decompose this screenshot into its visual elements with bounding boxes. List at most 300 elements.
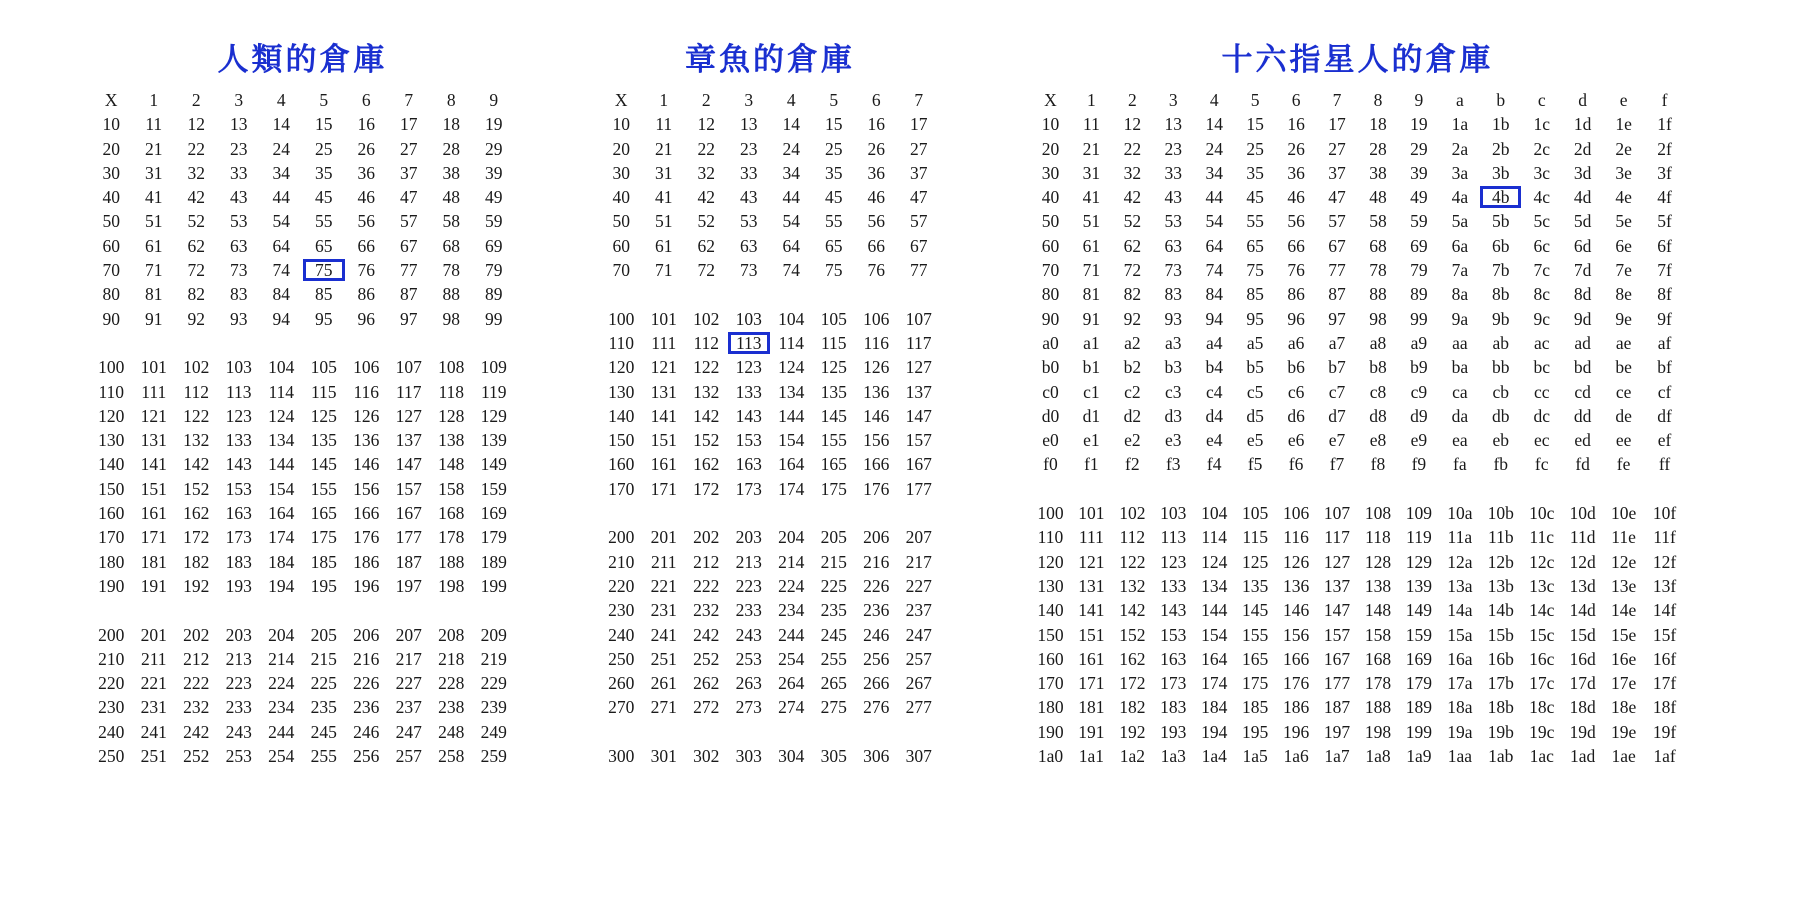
number-row	[1030, 307, 1685, 331]
number-cell: 18a	[1447, 697, 1473, 718]
number-cell: 14a	[1447, 600, 1473, 621]
number-cell: aa	[1452, 332, 1468, 353]
number-cell: b8	[1369, 357, 1387, 378]
number-cell: 3d	[1573, 162, 1592, 183]
number-cell: b9	[1410, 357, 1428, 378]
number-cell: 117	[905, 332, 932, 353]
number-cell: 216	[863, 551, 890, 572]
number-cell: 23	[230, 138, 248, 159]
number-cell: 72	[187, 260, 205, 281]
number-cell: 14f	[1652, 600, 1677, 621]
number-cell: 7	[1332, 90, 1342, 110]
number-cell: 63	[740, 235, 758, 256]
number-cell: 227	[395, 673, 422, 694]
number-cell: 80	[102, 284, 120, 305]
number-row	[90, 88, 515, 112]
number-cell: 1a4	[1201, 746, 1227, 767]
number-row	[90, 695, 515, 719]
number-cell: 261	[650, 673, 677, 694]
number-cell: 16	[867, 114, 885, 135]
number-cell: 20	[612, 138, 630, 159]
number-row	[90, 404, 515, 428]
number-cell: 191	[1078, 721, 1105, 742]
number-cell: 123	[735, 357, 762, 378]
block-gap	[600, 501, 940, 525]
number-cell: 99	[485, 308, 503, 329]
number-cell: 17e	[1610, 673, 1637, 694]
number-cell: 235	[820, 600, 847, 621]
number-cell: 77	[1328, 260, 1346, 281]
number-cell: 11	[1082, 114, 1100, 135]
number-cell: 36	[867, 162, 885, 183]
number-cell: c	[1537, 90, 1546, 110]
number-cell: 302	[693, 746, 720, 767]
number-cell: 213	[225, 648, 252, 669]
number-cell: 13a	[1447, 575, 1473, 596]
number-cell: 18e	[1610, 697, 1637, 718]
number-cell: 4	[1209, 90, 1219, 110]
number-cell: 120	[1037, 551, 1064, 572]
number-cell: 103	[735, 308, 762, 329]
number-cell: 222	[693, 575, 720, 596]
number-cell: f2	[1125, 454, 1140, 475]
number-cell: 305	[820, 746, 847, 767]
number-cell: 192	[183, 575, 210, 596]
number-cell: 277	[905, 697, 932, 718]
number-cell: 236	[863, 600, 890, 621]
number-cell: 194	[268, 575, 295, 596]
number-cell: 250	[608, 648, 635, 669]
number-cell: 16b	[1487, 648, 1514, 669]
number-cell: 22	[697, 138, 715, 159]
number-cell: f6	[1288, 454, 1304, 475]
panel-title: 十六指星人的倉庫	[1221, 42, 1494, 78]
number-cell: 2	[701, 90, 711, 110]
number-cell: 170	[98, 527, 125, 548]
number-cell: 41	[145, 187, 163, 208]
number-row	[600, 112, 940, 136]
number-cell: fd	[1575, 454, 1590, 475]
number-cell: 177	[1323, 673, 1351, 694]
number-cell: 104	[778, 308, 805, 329]
number-row	[1030, 695, 1685, 719]
number-cell: 97	[1328, 308, 1346, 329]
number-cell: ae	[1615, 332, 1632, 353]
number-cell: 36	[357, 162, 375, 183]
number-cell: 227	[905, 575, 932, 596]
number-cell: 10e	[1610, 503, 1637, 524]
number-cell: 18	[1369, 114, 1387, 135]
number-cell: 89	[1410, 284, 1428, 305]
number-cell: 8e	[1615, 284, 1632, 305]
number-cell: 252	[693, 648, 720, 669]
number-cell: e2	[1124, 430, 1141, 451]
number-cell: 125	[1242, 551, 1269, 572]
number-cell: 21	[145, 138, 163, 159]
number-cell: 9	[489, 90, 499, 110]
number-cell: 48	[442, 187, 460, 208]
number-cell: 223	[735, 575, 762, 596]
number-cell: 45	[1246, 187, 1264, 208]
number-cell: 146	[863, 405, 890, 426]
number-cell: 16e	[1610, 648, 1637, 669]
number-cell: 18f	[1652, 697, 1677, 718]
number-cell: 307	[905, 746, 932, 767]
number-cell: 13b	[1487, 575, 1514, 596]
number-cell: 1a1	[1078, 746, 1105, 767]
number-cell: 103	[225, 357, 252, 378]
number-cell: 200	[98, 624, 125, 645]
number-cell: dd	[1573, 405, 1592, 426]
number-cell: eb	[1492, 430, 1510, 451]
number-cell: 123	[1160, 551, 1187, 572]
number-cell: 137	[395, 430, 422, 451]
number-cell: cc	[1533, 381, 1550, 402]
number-cell: 163	[1160, 648, 1187, 669]
number-cell: 136	[1282, 575, 1310, 596]
number-cell: 63	[1164, 235, 1183, 256]
number-cell: 193	[225, 575, 252, 596]
number-cell: 42	[697, 187, 715, 208]
number-cell: 106	[1282, 503, 1310, 524]
number-cell: 2d	[1573, 138, 1592, 159]
number-cell: 17	[1328, 114, 1346, 135]
number-cell: 243	[735, 624, 762, 645]
number-cell: 180	[98, 551, 125, 572]
number-cell: 11e	[1611, 527, 1636, 548]
number-cell: 1ae	[1611, 746, 1636, 767]
number-cell: 246	[353, 721, 380, 742]
number-cell: 13c	[1529, 575, 1555, 596]
number-cell: 14b	[1487, 600, 1514, 621]
number-cell: 113	[1160, 527, 1187, 548]
number-cell: 47	[400, 187, 418, 208]
number-cell: 174	[1201, 673, 1228, 694]
number-cell: 251	[650, 648, 677, 669]
number-cell: 137	[905, 381, 932, 402]
number-cell: 56	[867, 211, 885, 232]
number-cell: 185	[310, 551, 337, 572]
number-cell: 3	[744, 90, 754, 110]
number-cell: 167	[905, 454, 932, 475]
number-cell: 162	[1119, 648, 1146, 669]
number-cell: b0	[1041, 357, 1060, 378]
number-cell: 144	[778, 405, 805, 426]
number-cell: 21	[1082, 138, 1101, 159]
number-cell: 245	[310, 721, 337, 742]
number-cell: 5	[319, 90, 329, 110]
number-cell: 134	[778, 381, 805, 402]
number-cell: 192	[1119, 721, 1146, 742]
number-cell: 136	[863, 381, 890, 402]
number-cell: 141	[650, 405, 677, 426]
number-cell: 3	[1168, 90, 1178, 110]
number-cell: 15c	[1529, 624, 1555, 645]
number-cell: 230	[608, 600, 635, 621]
number-cell: 129	[480, 405, 507, 426]
number-cell: 78	[1369, 260, 1387, 281]
number-cell: 148	[438, 454, 465, 475]
number-cell: 60	[1041, 235, 1060, 256]
number-cell: 11d	[1569, 527, 1596, 548]
number-cell: 139	[1405, 575, 1433, 596]
number-cell: 140	[1037, 600, 1064, 621]
number-cell: 207	[395, 624, 422, 645]
number-cell: 229	[480, 673, 507, 694]
number-cell: 10f	[1652, 503, 1677, 524]
number-cell: 35	[315, 162, 333, 183]
number-cell: 57	[400, 211, 418, 232]
number-cell: 13e	[1610, 575, 1637, 596]
number-cell: 15f	[1652, 624, 1677, 645]
number-cell: 1f	[1657, 114, 1672, 135]
number-cell: 105	[310, 357, 337, 378]
number-cell: 111	[1078, 527, 1104, 548]
number-cell: 147	[395, 454, 422, 475]
number-cell: 8	[446, 90, 456, 110]
number-cell: 194	[1201, 721, 1228, 742]
number-cell: df	[1657, 405, 1672, 426]
number-cell: 81	[145, 284, 163, 305]
number-cell: 76	[357, 260, 375, 281]
number-cell: 116	[1283, 527, 1309, 548]
number-cell: 239	[480, 697, 507, 718]
number-cell: e0	[1042, 430, 1059, 451]
number-row	[90, 112, 515, 136]
number-cell: 124	[268, 405, 295, 426]
number-cell: 5d	[1573, 211, 1592, 232]
number-cell: 143	[225, 454, 252, 475]
number-cell: f	[1661, 90, 1668, 110]
number-cell: 210	[608, 551, 635, 572]
number-cell: 133	[1160, 575, 1187, 596]
number-cell: 12f	[1652, 551, 1677, 572]
number-cell: 220	[608, 575, 635, 596]
number-row	[600, 671, 940, 695]
number-cell: 74	[272, 260, 290, 281]
number-row	[1030, 355, 1685, 379]
number-cell: 173	[1160, 673, 1187, 694]
number-cell: 232	[183, 697, 210, 718]
number-cell: 65	[1246, 235, 1264, 256]
number-cell: 108	[1364, 503, 1392, 524]
number-cell: 109	[480, 357, 507, 378]
number-cell: 209	[480, 624, 507, 645]
number-cell: fa	[1453, 454, 1467, 475]
number-cell: 170	[608, 478, 635, 499]
number-cell: 29	[485, 138, 503, 159]
number-cell: 110	[1037, 527, 1064, 548]
number-cell: 138	[438, 430, 465, 451]
number-cell: 14	[1205, 114, 1223, 135]
number-cell: 155	[1242, 624, 1269, 645]
number-cell: 17	[910, 114, 928, 135]
number-cell: 193	[1160, 721, 1187, 742]
number-cell: 46	[867, 187, 885, 208]
number-cell: db	[1492, 405, 1510, 426]
number-cell: 255	[820, 648, 847, 669]
number-cell: 244	[778, 624, 805, 645]
number-cell: 15	[315, 114, 333, 135]
number-cell: 13f	[1652, 575, 1677, 596]
number-cell: 132	[183, 430, 210, 451]
number-cell: 86	[1287, 284, 1305, 305]
number-cell: 31	[655, 162, 673, 183]
number-row	[1030, 598, 1685, 622]
number-row	[600, 307, 940, 331]
number-cell: 222	[183, 673, 210, 694]
number-cell: 82	[187, 284, 205, 305]
number-cell: 162	[183, 503, 210, 524]
number-cell: 50	[1041, 211, 1060, 232]
number-cell: 52	[1123, 211, 1142, 232]
number-cell: 259	[480, 746, 507, 767]
number-cell: 125	[310, 405, 337, 426]
number-cell: 179	[480, 527, 507, 548]
number-cell: 76	[1287, 260, 1305, 281]
number-cell: be	[1615, 357, 1632, 378]
number-cell: 273	[735, 697, 762, 718]
number-cell: 185	[1242, 697, 1269, 718]
number-cell: 191	[140, 575, 167, 596]
number-cell: 2	[191, 90, 201, 110]
number-cell: 95	[1246, 308, 1264, 329]
number-cell: 161	[1078, 648, 1105, 669]
number-cell: 244	[268, 721, 295, 742]
number-cell: 7c	[1533, 260, 1550, 281]
number-cell: 152	[1119, 624, 1146, 645]
number-cell: 218	[438, 648, 465, 669]
number-cell: 19b	[1487, 721, 1514, 742]
number-cell: 230	[98, 697, 125, 718]
number-cell: 4e	[1615, 187, 1632, 208]
number-cell: 154	[778, 430, 805, 451]
number-cell: ca	[1452, 381, 1468, 402]
number-cell: d6	[1287, 405, 1305, 426]
number-cell: 100	[608, 308, 635, 329]
number-row	[1030, 137, 1685, 161]
number-cell: 220	[98, 673, 125, 694]
number-cell: 2b	[1492, 138, 1510, 159]
number-cell: 57	[910, 211, 928, 232]
number-cell: 5e	[1615, 211, 1632, 232]
number-cell: 134	[1201, 575, 1228, 596]
number-cell: 115	[310, 381, 337, 402]
number-cell: 49	[1410, 187, 1428, 208]
number-cell: 180	[1037, 697, 1064, 718]
number-cell: 1ab	[1488, 746, 1514, 767]
number-cell: 205	[820, 527, 847, 548]
number-row	[1030, 452, 1685, 476]
number-cell: 119	[480, 381, 507, 402]
number-cell: 13	[230, 114, 248, 135]
number-cell: 3	[234, 90, 244, 110]
number-cell: 214	[268, 648, 295, 669]
number-cell: 158	[438, 478, 465, 499]
number-cell: 138	[1364, 575, 1392, 596]
number-cell: 214	[778, 551, 805, 572]
number-cell: 1	[149, 90, 159, 110]
number-row	[90, 452, 515, 476]
number-cell: 130	[1037, 575, 1064, 596]
number-cell: 102	[693, 308, 720, 329]
number-cell: 188	[1364, 697, 1392, 718]
number-cell: 27	[910, 138, 928, 159]
number-row	[1030, 501, 1685, 525]
number-cell: 165	[820, 454, 847, 475]
number-cell: 112	[183, 381, 210, 402]
number-cell: a0	[1042, 332, 1059, 353]
number-cell: 4	[786, 90, 796, 110]
number-cell: 276	[863, 697, 890, 718]
number-cell: 187	[1323, 697, 1351, 718]
number-row	[90, 671, 515, 695]
number-cell: fc	[1534, 454, 1549, 475]
number-cell: 83	[230, 284, 248, 305]
number-cell: 105	[1242, 503, 1269, 524]
number-cell: 257	[905, 648, 932, 669]
number-cell: 238	[438, 697, 465, 718]
number-cell: 172	[1119, 673, 1146, 694]
number-cell: d5	[1246, 405, 1264, 426]
number-cell: 6	[871, 90, 881, 110]
number-cell: f3	[1165, 454, 1181, 475]
number-cell: 68	[442, 235, 460, 256]
number-cell: 251	[140, 746, 167, 767]
number-cell: 6d	[1573, 235, 1592, 256]
number-cell: 57	[1328, 211, 1346, 232]
number-cell: 15e	[1610, 624, 1637, 645]
number-cell: 240	[608, 624, 635, 645]
number-cell: 7	[914, 90, 924, 110]
number-cell: 10	[1041, 114, 1060, 135]
number-cell: 17f	[1652, 673, 1677, 694]
number-cell: 4c	[1533, 187, 1550, 208]
number-cell: da	[1451, 405, 1469, 426]
number-cell: 54	[1205, 211, 1223, 232]
number-cell: 129	[1405, 551, 1433, 572]
number-cell: 190	[1037, 721, 1064, 742]
number-cell: 231	[650, 600, 677, 621]
number-cell: a1	[1083, 332, 1100, 353]
number-cell: 13d	[1569, 575, 1596, 596]
number-cell: 60	[612, 235, 630, 256]
number-row	[1030, 720, 1685, 744]
number-cell: 39	[485, 162, 503, 183]
number-cell: 22	[1123, 138, 1142, 159]
number-cell: 4d	[1573, 187, 1592, 208]
number-row	[1030, 647, 1685, 671]
number-cell: 112	[1119, 527, 1146, 548]
number-cell: 20	[1041, 138, 1060, 159]
number-cell: 158	[1364, 624, 1392, 645]
number-cell: 176	[1282, 673, 1310, 694]
number-cell: 28	[1369, 138, 1387, 159]
number-cell: 107	[395, 357, 422, 378]
number-cell: cb	[1492, 381, 1510, 402]
number-cell: 171	[1078, 673, 1105, 694]
number-cell: 182	[1119, 697, 1146, 718]
number-cell: 264	[778, 673, 805, 694]
number-row	[1030, 428, 1685, 452]
number-cell: 52	[697, 211, 715, 232]
number-cell: 127	[905, 357, 932, 378]
number-cell: 10c	[1529, 503, 1555, 524]
number-cell: 101	[140, 357, 167, 378]
number-row	[1030, 209, 1685, 233]
number-row	[1030, 234, 1685, 258]
number-cell: 18b	[1487, 697, 1514, 718]
